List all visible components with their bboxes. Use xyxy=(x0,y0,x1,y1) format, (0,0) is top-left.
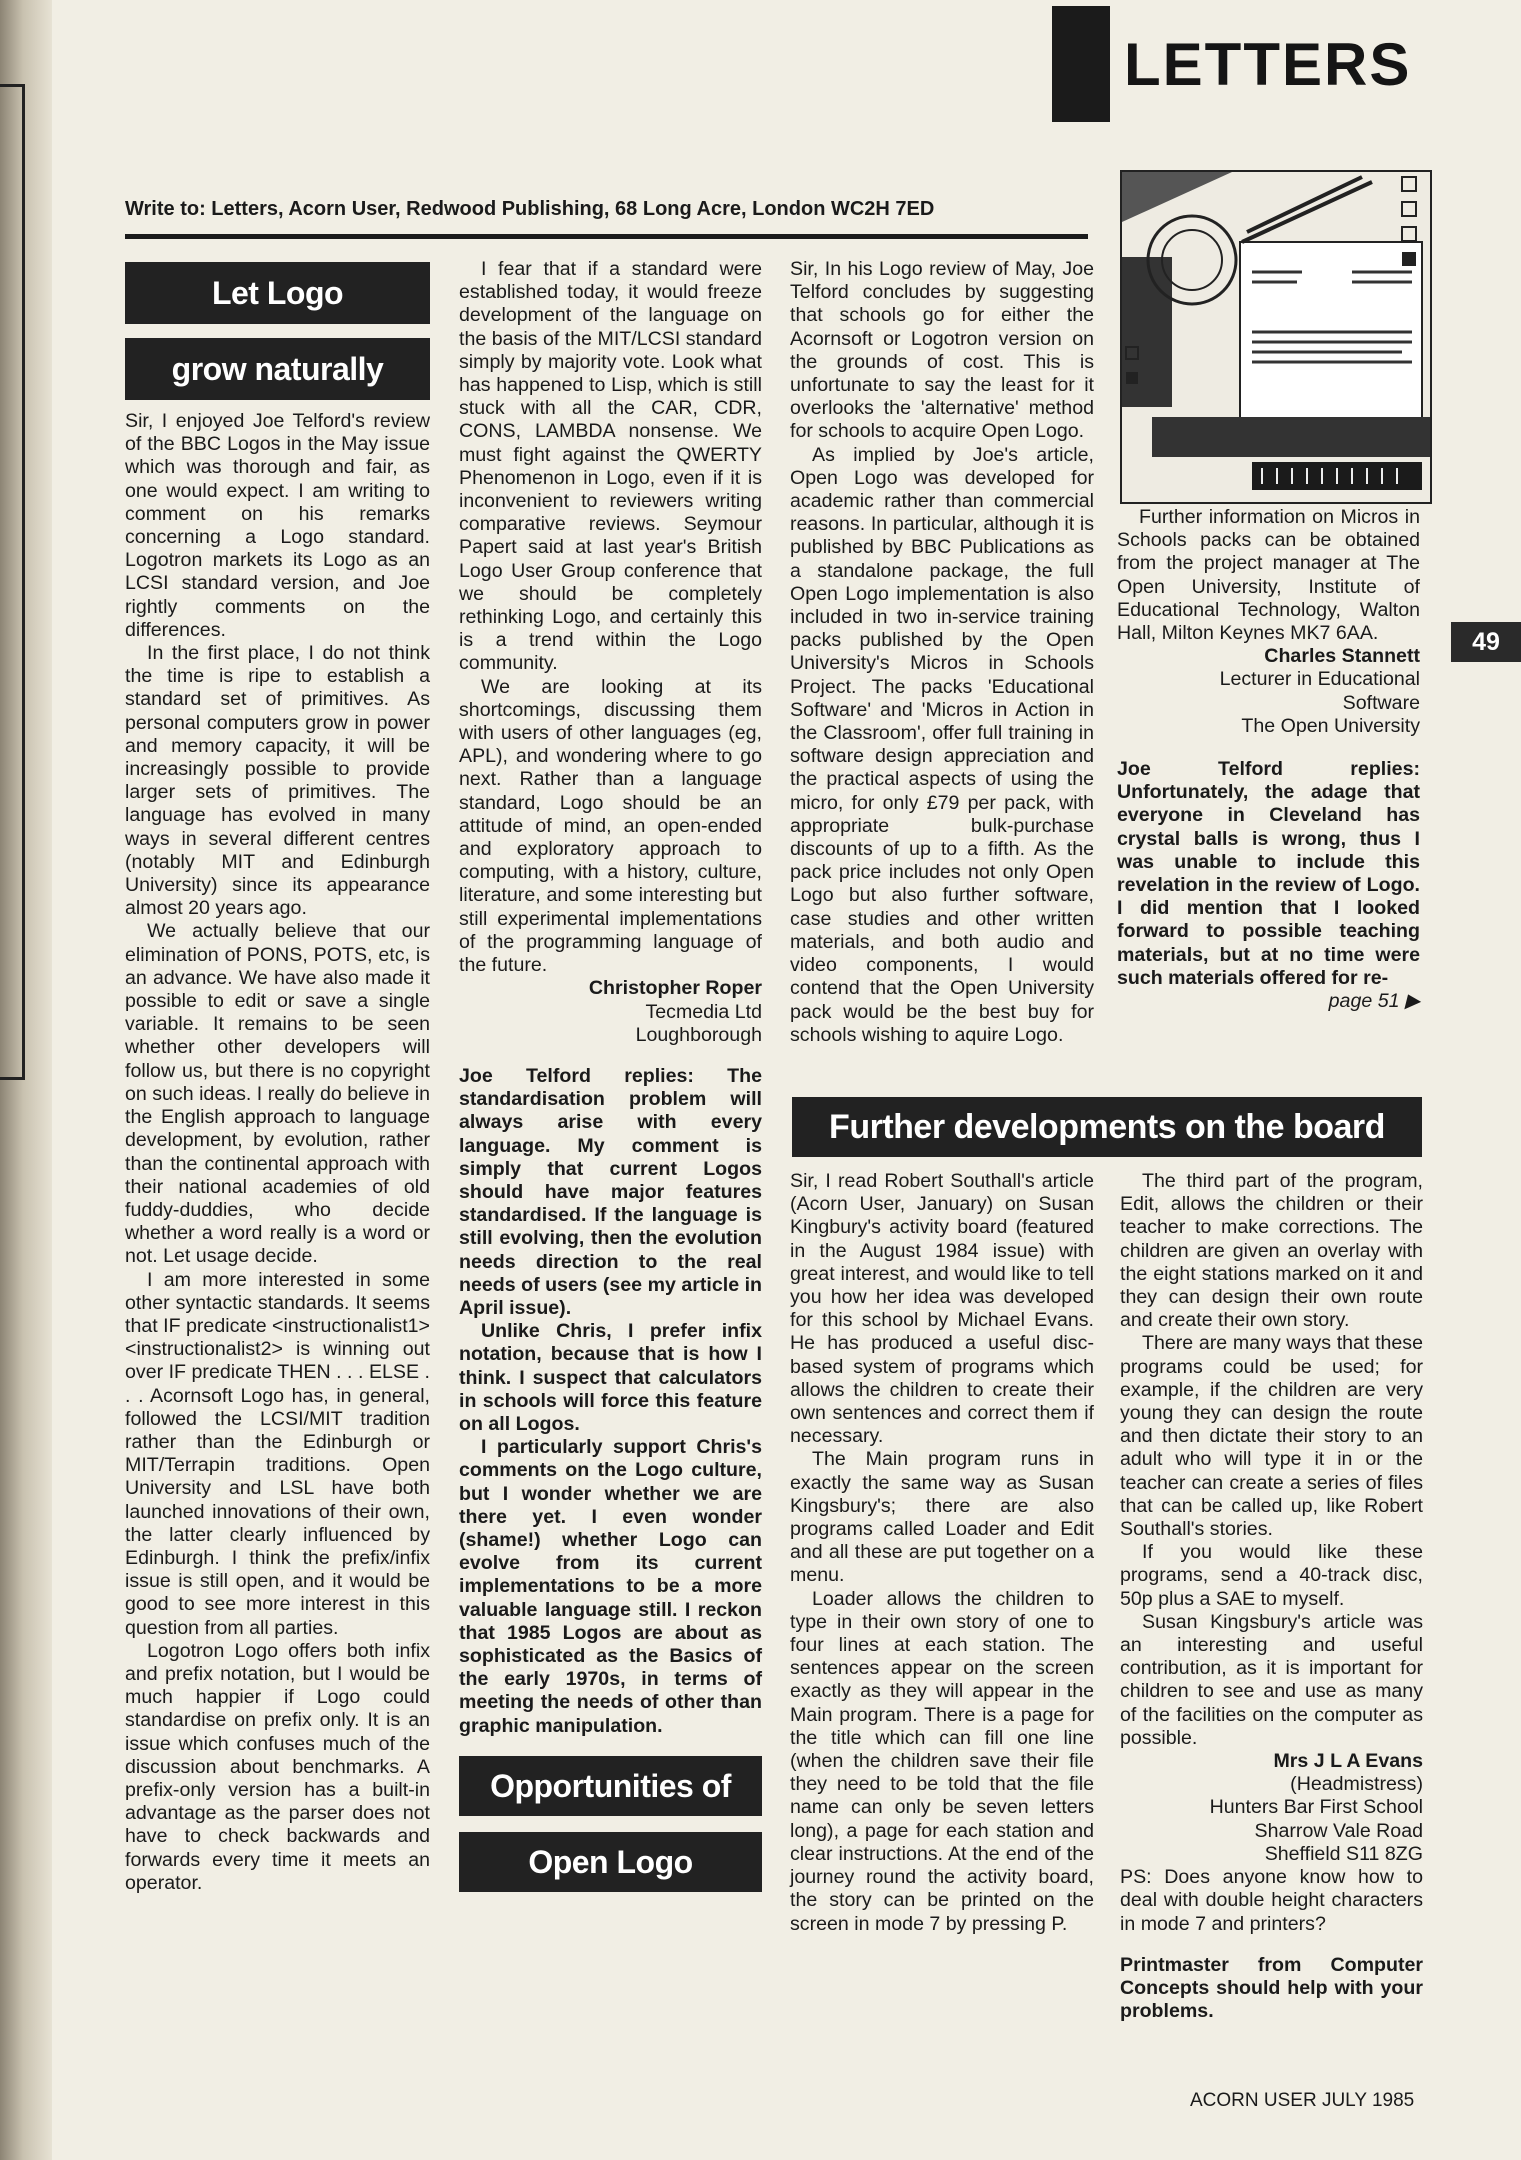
letter2-reply: Joe Telford replies: Unfortunately, the adage that everyone in Cleveland has crystal balls is wrong, thus I was unable to include this revelation in the review of Logo. I did mention that I looked forward to possible teaching materials, but at no time were such materials offered for re- xyxy=(1117,758,1420,989)
column-3-lower xyxy=(790,1170,1094,1936)
letter2-signature-line: Lecturer in Educational Software xyxy=(1219,668,1420,714)
letter2-signature-name: Charles Stannett xyxy=(1264,645,1420,668)
letter3-signature-line: Sheffield S11 8ZG xyxy=(1264,1842,1423,1865)
letter1-signature-line: Tecmedia Ltd xyxy=(645,1000,762,1023)
letter3-paragraph: Sir, I read Robert Southall's article (Acorn User, January) on Susan Kingbury's activity board (featured in the August 1984 issue) with great interest, and would like to tell you how her idea was developed for this school by Michael Evans. He has produced a useful disc-based system of programs which allows the children to create their own sentences and correct them if necessary. xyxy=(790,1170,1094,1448)
letter1-paragraph: We actually believe that our elimination of PONS, POTS, etc, is an advance. We have also made it possible to edit or save a single variable. It remains to be seen whether other developers will follow us, but there is no copyright on such ideas. I really do believe in the English approach to language development, by evolution, rather than the continental approach with their national academies of old fuddy-duddies, who decide whether a word really is a word or not. Let usage decide. xyxy=(125,920,430,1268)
letter1-paragraph: I fear that if a standard were established today, it would freeze development of the language on the basis of the MIT/LCSI standard simply by majority vote. Look what has happened to Lisp, which is still stuck with all the CAR, CDR, CONS, LAMBDA nonsense. We must fight against the QWERTY Phenomenon in Logo, even if it is inconvenient to reviewers writing comparative reviews. Seymour Papert said at last year's British Logo User Group conference that we should be completely rethinking Logo, and certainly this is a trend within the Logo community. xyxy=(459,258,762,675)
letter3-paragraph: Susan Kingsbury's article was an interesting and useful contribution, as it is important for children to see and use as many of the facilities on the computer as possible. xyxy=(1120,1610,1423,1749)
letter2-signature-line: The Open University xyxy=(1241,714,1420,737)
letter3-paragraph: There are many ways that these programs could be used; for example, if the children are very young they can design the route and then dictate their story to an adult who will type it in or the teacher can create a series of files that can be called up, like Robert Southall's stories. xyxy=(1120,1332,1423,1541)
letter2-banner-line1: Opportunities of xyxy=(459,1756,762,1816)
letter1-banner-line2: grow naturally xyxy=(125,338,430,400)
letter3-signature-line: (Headmistress) xyxy=(1290,1773,1423,1796)
letter1-paragraph: I am more interested in some other syntactic standards. It seems that IF predicate <instructionalist1> <instructionalist2> is winning out over IF predicate THEN . . . ELSE . . . Acornsoft Logo has, in general, followed the LCSI/MIT tradition rather than the Edinburgh or MIT/Terrapin traditions. Open University and LSL have both launched innovations of their own, the latter clearly influenced by Edinburgh. I think the prefix/infix issue is still open, and it would be good to see more interest in this question from all parties. xyxy=(125,1268,430,1639)
letter1-paragraph: Logotron Logo offers both infix and prefix notation, but I would be much happier if Logo could standardise on prefix only. It is an issue which confuses much of the discussion about benchmarks. A prefix-only version has a built-in advantage as the parser does not have to check backwards and forwards every time it meets an operator. xyxy=(125,1639,430,1894)
letter3-paragraph: Loader allows the children to type in their own story of one to four lines at each station. The sentences appear on the screen exactly as they will appear in the Main program. There is a page for the title which can fill one line (when the children save their file they need to be told that the file name can only be seven letters long), a page for each station and clear instructions. At the end of the journey round the activity board, the story can be printed on the screen in mode 7 by pressing P. xyxy=(790,1587,1094,1935)
letter3-ps: PS: Does anyone know how to deal with double height characters in mode 7 and printers? xyxy=(1120,1866,1423,1935)
header-block xyxy=(1052,6,1110,122)
letter3-banner: Further developments on the board xyxy=(792,1097,1422,1157)
letter2-banner-line2: Open Logo xyxy=(459,1832,762,1892)
letter1-signature-line: Loughborough xyxy=(635,1023,762,1046)
envelope-illustration-icon xyxy=(1120,170,1432,504)
letter3-signature-line: Hunters Bar First School xyxy=(1209,1796,1423,1819)
column-3-upper xyxy=(790,258,1094,1047)
envelope-illustration-graphic xyxy=(1122,172,1430,502)
letter1-reply: Unlike Chris, I prefer infix notation, because that is how I think. I suspect that calculators in schools will force this feature on all Logos. xyxy=(459,1320,762,1435)
section-title: LETTERS xyxy=(1124,31,1412,98)
letter1-paragraph: We are looking at its shortcomings, discussing them with users of other languages (eg, APL), and wondering where to go next. Rather than a language standard, Logo should be an attitude of mind, an open-ended and exploratory approach to computing, with a history, culture, literature, and some interesting but still experimental implementations of the programming language of the future. xyxy=(459,675,762,977)
letter3-reply: Printmaster from Computer Concepts should help with your problems. xyxy=(1120,1953,1423,2023)
previous-page-frame xyxy=(0,84,25,1080)
letter1-signature-name: Christopher Roper xyxy=(588,977,762,1000)
letter3-paragraph: The Main program runs in exactly the same way as Susan Kingsbury's; there are also programs called Loader and Edit and all these are put together on a menu. xyxy=(790,1448,1094,1587)
column-1 xyxy=(125,262,430,1895)
page-footer: ACORN USER JULY 1985 xyxy=(1190,2090,1415,2111)
letter3-paragraph: If you would like these programs, send a 40-track disc, 50p plus a SAE to myself. xyxy=(1120,1541,1423,1610)
continue-arrow-icon[interactable]: page 51 ▶ xyxy=(1328,990,1420,1013)
letter1-banner-line1: Let Logo xyxy=(125,262,430,324)
column-4-upper xyxy=(1117,506,1420,1013)
letter2-paragraph: Further information on Micros in Schools packs can be obtained from the project manager at The Open University, Institute of Educational Technology, Walton Hall, Milton Keynes MK7 6AA. xyxy=(1117,506,1420,645)
letter1-reply: I particularly support Chris's comments on the Logo culture, but I wonder whether we are there yet. I even wonder (shame!) whether Logo can evolve from its current implementations to be a more valuable language still. I reckon that 1985 Logos are about as sophisticated as the Basics of the early 1970s, in terms of meeting the needs of other than graphic manipulation. xyxy=(459,1436,762,1737)
header-rule xyxy=(125,234,1088,239)
letter3-signature-name: Mrs J L A Evans xyxy=(1273,1750,1423,1773)
letter3-paragraph: The third part of the program, Edit, allows the children or their teacher to make corrections. The children are given an overlay with the eight stations marked on it and they can design their own route and create their own story. xyxy=(1120,1170,1423,1332)
letter2-paragraph: As implied by Joe's article, Open Logo was developed for academic rather than commercial reasons. In particular, although it is published by BBC Publications as a standalone package, the full Open Logo implementation is also included in two in-service training packs published by the Open University's Micros in Schools Project. The packs 'Educational Software' and 'Micros in Action in the Classroom', offer full training in software design appreciation and the practical aspects of using the micro, for only £79 per pack, with appropriate bulk-purchase discounts of up to a fifth. As the pack price includes not only Open Logo but also further software, case studies and other written materials, and both audio and video components, I would contend that the Open University pack would be the best buy for schools wishing to aquire Logo. xyxy=(790,443,1094,1046)
column-2 xyxy=(459,258,762,1902)
letter2-paragraph: Sir, In his Logo review of May, Joe Telford concludes by suggesting that schools go for either the Acornsoft or Logotron version on the grounds of cost. This is unfortunate to say the least for it overlooks the 'alternative' method for schools to acquire Open Logo. xyxy=(790,258,1094,443)
letters-address: Write to: Letters, Acorn User, Redwood Publishing, 68 Long Acre, London WC2H 7ED xyxy=(125,198,935,220)
column-4-lower xyxy=(1120,1170,1423,2023)
letter1-reply: Joe Telford replies: The standardisation problem will always arise with every language. My comment is simply that current Logos should have major features standardised. If the language is still evolving, then the evolution needs direction to the real needs of users (see my article in April issue). xyxy=(459,1064,762,1319)
letter1-paragraph: In the first place, I do not think the time is ripe to establish a standard set of primitives. As personal computers grow in power and memory capacity, it will be increasingly possible to provide larger sets of primitives. The language has evolved in many ways in several different centres (notably MIT and Edinburgh University) since its appearance almost 20 years ago. xyxy=(125,642,430,920)
letter1-paragraph: Sir, I enjoyed Joe Telford's review of the BBC Logos in the May issue which was thorough and fair, as one would expect. I am writing to comment on his remarks concerning a Logo standard. Logotron markets its Logo as an LCSI standard version, and Joe rightly comments on the differences. xyxy=(125,410,430,641)
page-number-tab: 49 xyxy=(1451,622,1521,662)
letter3-signature-line: Sharrow Vale Road xyxy=(1254,1819,1423,1842)
